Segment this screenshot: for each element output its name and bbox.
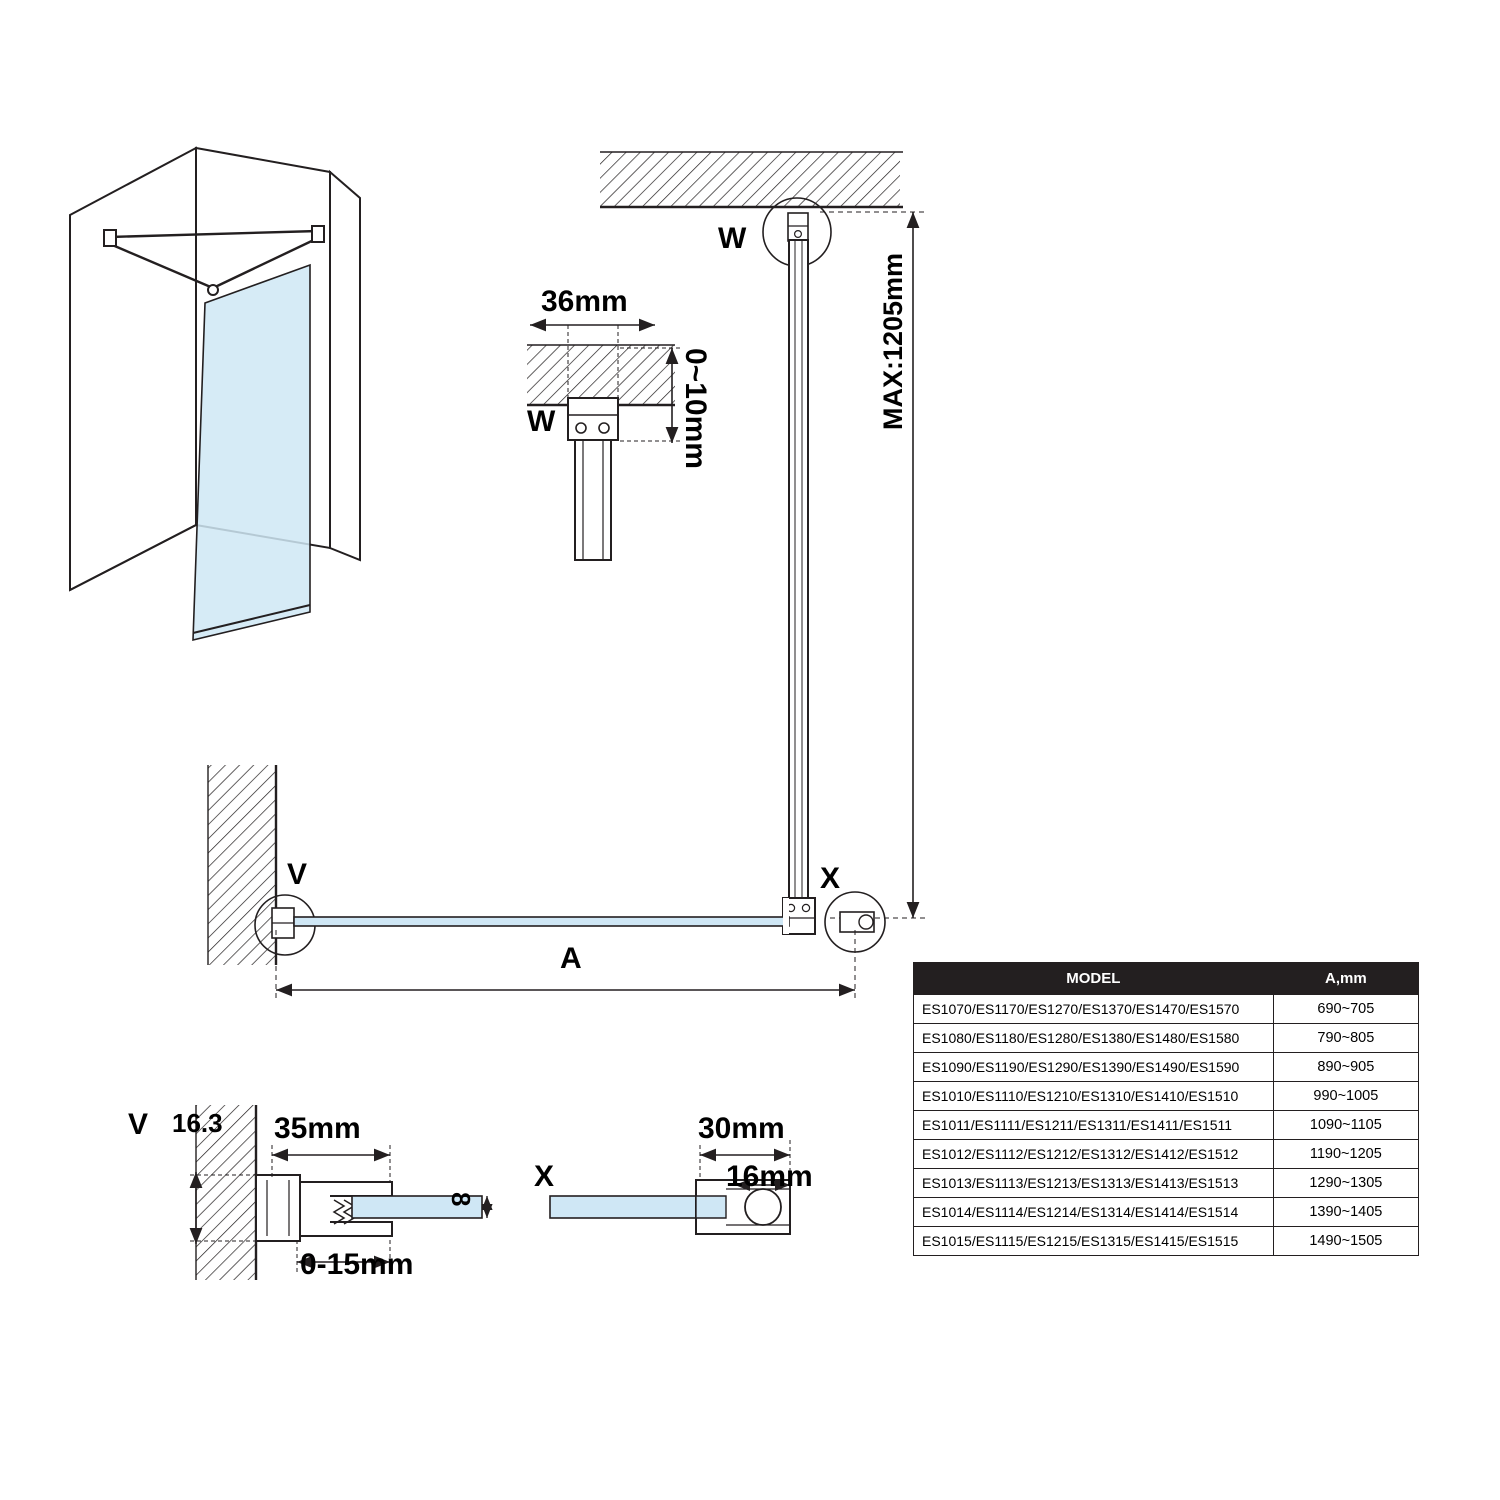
label-x-plan: X	[820, 862, 841, 895]
label-w-top: W	[718, 222, 747, 255]
cell-model: ES1012/ES1112/ES1212/ES1312/ES1412/ES1512	[914, 1140, 1274, 1169]
table-row	[914, 1024, 1419, 1053]
cell-model: ES1013/ES1113/ES1213/ES1313/ES1413/ES1513	[914, 1169, 1274, 1198]
cell-a-mm: 1490~1505	[1273, 1227, 1418, 1256]
cell-model: ES1010/ES1110/ES1210/ES1310/ES1410/ES1510	[914, 1082, 1274, 1111]
label-w-detail: W	[527, 405, 556, 438]
cell-a-mm: 790~805	[1273, 1024, 1418, 1053]
label-x-detail: X	[534, 1160, 555, 1193]
dim-8: 8	[446, 1192, 476, 1207]
th-a: A,mm	[1273, 963, 1418, 995]
cell-a-mm: 1090~1105	[1273, 1111, 1418, 1140]
label-v-plan: V	[287, 858, 308, 891]
elevation-view	[600, 152, 925, 934]
cell-a-mm: 990~1005	[1273, 1082, 1418, 1111]
dim-30mm: 30mm	[698, 1112, 785, 1145]
cell-a-mm: 1390~1405	[1273, 1198, 1418, 1227]
cell-a-mm: 690~705	[1273, 995, 1418, 1024]
dim-35mm: 35mm	[274, 1112, 361, 1145]
model-spec-table	[913, 962, 1419, 1256]
table-row	[914, 1140, 1419, 1169]
table-header-row	[914, 963, 1419, 995]
dim-16mm: 16mm	[726, 1160, 813, 1193]
cell-a-mm: 1290~1305	[1273, 1169, 1418, 1198]
table-row	[914, 1111, 1419, 1140]
plan-view	[208, 765, 885, 1000]
table-row	[914, 1082, 1419, 1111]
dim-0-10mm: 0~10mm	[679, 348, 712, 469]
dim-0-15mm: 0-15mm	[300, 1248, 414, 1281]
dim-16-3: 16.3	[172, 1108, 223, 1138]
dim-a: A	[560, 942, 582, 975]
cell-a-mm: 890~905	[1273, 1053, 1418, 1082]
th-model: MODEL	[914, 963, 1274, 995]
cell-model: ES1090/ES1190/ES1290/ES1390/ES1490/ES1590	[914, 1053, 1274, 1082]
cell-model: ES1080/ES1180/ES1280/ES1380/ES1480/ES1580	[914, 1024, 1274, 1053]
label-v-detail: V	[128, 1108, 149, 1141]
cell-model: ES1070/ES1170/ES1270/ES1370/ES1470/ES1570	[914, 995, 1274, 1024]
table-row	[914, 995, 1419, 1024]
table-row	[914, 1227, 1419, 1256]
table-row	[914, 1198, 1419, 1227]
table-row	[914, 1169, 1419, 1198]
w-detail-view	[527, 325, 680, 560]
cell-model: ES1014/ES1114/ES1214/ES1314/ES1414/ES1514	[914, 1198, 1274, 1227]
dim-36mm: 36mm	[541, 285, 628, 318]
table-row	[914, 1053, 1419, 1082]
dim-max-height: MAX:1205mm	[878, 252, 908, 430]
cell-model: ES1015/ES1115/ES1215/ES1315/ES1415/ES1515	[914, 1227, 1274, 1256]
cell-model: ES1011/ES1111/ES1211/ES1311/ES1411/ES1511	[914, 1111, 1274, 1140]
cell-a-mm: 1190~1205	[1273, 1140, 1418, 1169]
perspective-view	[70, 148, 360, 640]
